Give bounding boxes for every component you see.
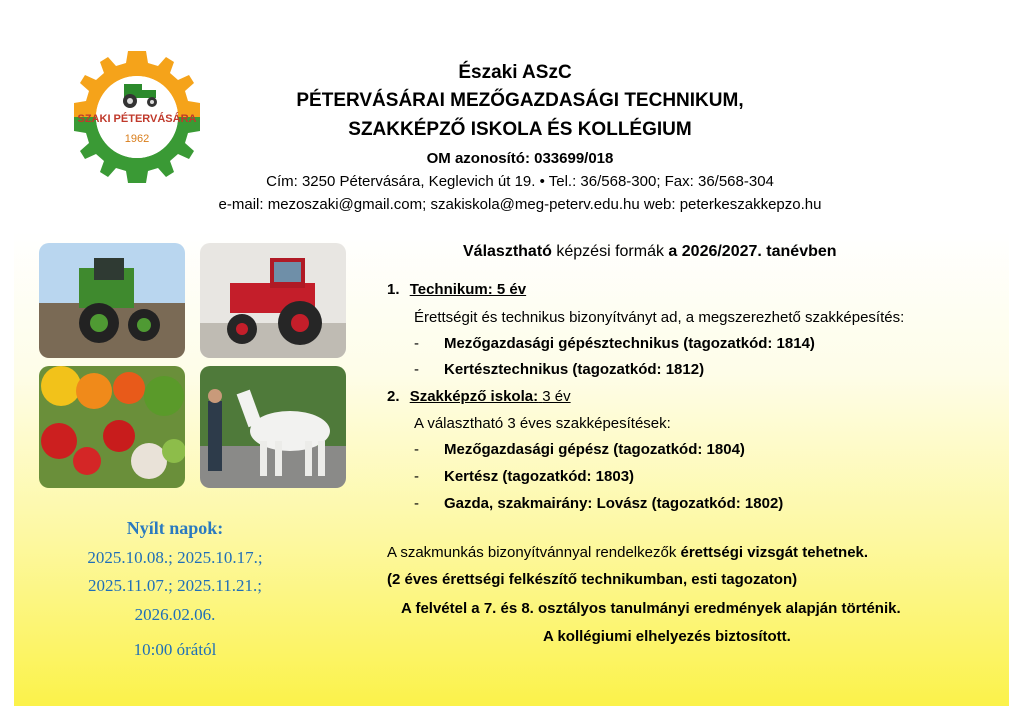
- school-logo: [66, 46, 208, 188]
- qualification-item: Gazda, szakmairány: Lovász (tagozatkód: 1802): [444, 495, 784, 512]
- section-2-label-wrap: [410, 388, 571, 405]
- bullet-dash: -: [414, 495, 419, 512]
- open-days-line: 2026.02.06.: [134, 605, 216, 624]
- logo-year: 1962: [124, 133, 150, 145]
- section-2-description: A választható 3 éves szakképesítések:: [414, 415, 671, 432]
- qualification-item: Mezőgazdasági gépész (tagozatkód: 1804): [444, 441, 745, 458]
- logo-name: SZAKI PÉTERVÁSÁRA: [77, 113, 197, 125]
- bullet-dash: -: [414, 468, 419, 485]
- title-normal: képzési formák: [556, 243, 664, 260]
- section-1-label: Technikum: 5 év: [409, 281, 527, 298]
- qualification-item: Kertésztechnikus (tagozatkód: 1812): [444, 361, 705, 378]
- section-title: [463, 243, 837, 261]
- note-matura: [387, 544, 868, 561]
- open-days-title: Nyílt napok:: [126, 518, 224, 538]
- org-name: Északi ASzC: [458, 62, 572, 83]
- school-name-line2: SZAKKÉPZŐ ISKOLA ÉS KOLLÉGIUM: [348, 119, 692, 140]
- bullet-dash: -: [414, 335, 419, 352]
- bullet-dash: -: [414, 441, 419, 458]
- photo-green-tractor: [39, 243, 185, 358]
- open-days-time: 10:00 órától: [133, 640, 217, 659]
- note-admission: A felvétel a 7. és 8. osztályos tanulmányi eredmények alapján történik.: [401, 600, 901, 617]
- open-days-line: 2025.10.08.; 2025.10.17.;: [87, 548, 263, 567]
- photo-red-tractor: [200, 243, 346, 358]
- bullet-dash: -: [414, 361, 419, 378]
- title-bold-2: a 2026/2027. tanévben: [668, 243, 837, 260]
- open-days-line: 2025.11.07.; 2025.11.21.;: [88, 576, 262, 595]
- note-evening-course: (2 éves érettségi felkészítő technikumban, esti tagozaton): [387, 571, 798, 588]
- section-1-heading: [387, 281, 526, 298]
- photo-vegetables: [39, 366, 185, 488]
- section-2-years: 3 év: [542, 388, 571, 405]
- note-dormitory: A kollégiumi elhelyezés biztosított.: [543, 628, 791, 645]
- qualification-item: Kertész (tagozatkód: 1803): [444, 468, 635, 485]
- note-matura-bold: érettségi vizsgát tehetnek.: [680, 544, 869, 561]
- section-2-label: Szakképző iskola:: [409, 388, 539, 405]
- school-name-line1: PÉTERVÁSÁRAI MEZŐGAZDASÁGI TECHNIKUM,: [296, 90, 744, 111]
- om-id: OM azonosító: 033699/018: [426, 150, 614, 167]
- address-line: Cím: 3250 Pétervására, Keglevich út 19. • Tel.: 36/568-300; Fax: 36/568-304: [266, 173, 774, 190]
- section-2-heading: [387, 388, 571, 405]
- qualification-item: Mezőgazdasági gépésztechnikus (tagozatkód: 1814): [444, 335, 815, 352]
- section-1-number: 1.: [387, 281, 400, 298]
- note-matura-normal: A szakmunkás bizonyítvánnyal rendelkezők: [387, 544, 677, 561]
- photo-white-horse: [200, 366, 346, 488]
- title-bold-1: Választható: [463, 243, 552, 260]
- contact-line: e-mail: mezoszaki@gmail.com; szakiskola@meg-peterv.edu.hu web: peterkeszakkepzo.hu: [218, 196, 822, 213]
- section-2-number: 2.: [387, 388, 400, 405]
- section-1-description: Érettségit és technikus bizonyítványt ad, a megszerezhető szakképesítés:: [414, 309, 905, 326]
